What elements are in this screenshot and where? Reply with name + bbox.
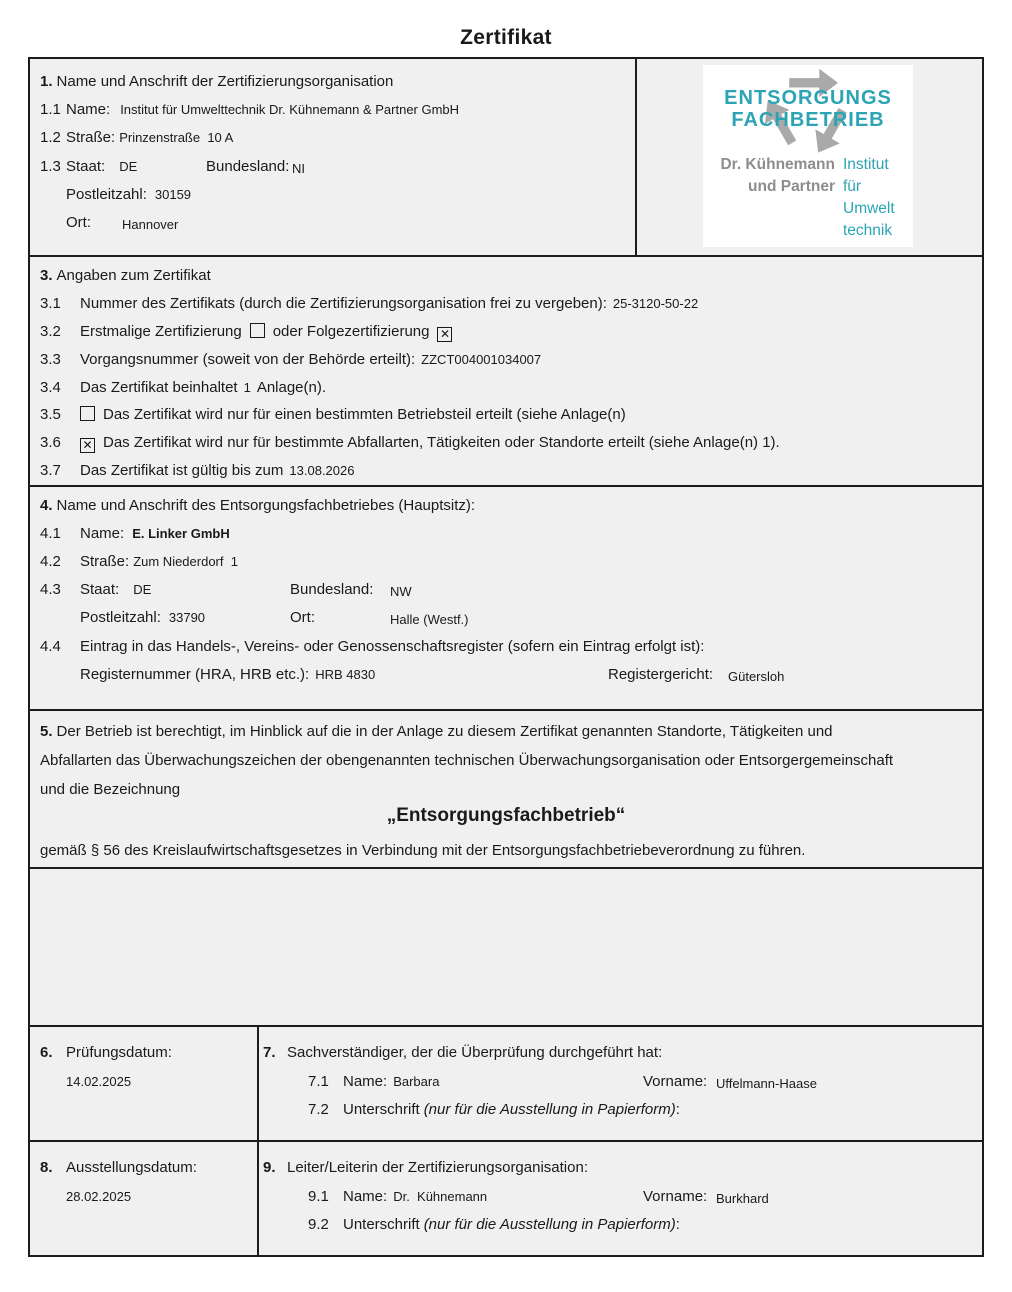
name-label: Name:: [66, 101, 111, 118]
certifier-state-value: DE: [119, 159, 138, 174]
logo-partner-line1: Dr. Kühnemann: [720, 156, 835, 173]
logo-institut-line2: für: [843, 178, 862, 195]
field-number: 1.3: [40, 158, 61, 175]
logo-institut-text: [843, 154, 895, 242]
register-number-value: HRB 4830: [315, 667, 376, 682]
section-3-certificate-details: [30, 255, 982, 485]
valid-until-label: Das Zertifikat ist gültig bis zum: [80, 462, 284, 479]
section-1-row: [30, 59, 982, 255]
register-court-label: Registergericht:: [608, 666, 714, 683]
certifier-plz-value: 30159: [154, 187, 192, 202]
section-7-number: 7.: [263, 1044, 276, 1061]
leader-name-value: Dr. Kühnemann: [393, 1189, 488, 1204]
logo-cell: [637, 59, 982, 255]
cert-number-value: 25-3120-50-22: [612, 296, 699, 311]
section-4-company: [30, 485, 982, 709]
plz-label: Postleitzahl:: [66, 186, 147, 203]
vorname-label: Vorname:: [643, 1073, 708, 1090]
attachments-label-a: Das Zertifikat beinhaltet: [80, 379, 238, 396]
register-number-label: Registernummer (HRA, HRB etc.):: [80, 666, 310, 683]
first-cert-checkbox: [250, 323, 265, 338]
signature-note: (nur für die Ausstellung in Papierform): [423, 1101, 676, 1118]
register-court-value: Gütersloh: [728, 669, 785, 684]
case-number-value: ZZCT004001034007: [421, 352, 542, 367]
certificate-table: [28, 57, 984, 1257]
expert-vorname-value: Uffelmann-Haase: [716, 1076, 817, 1091]
company-bundesland-value: NW: [390, 584, 412, 599]
entitlement-line-3: und die Bezeichnung: [40, 781, 181, 798]
attachments-label-b: Anlage(n).: [256, 379, 327, 396]
section-9-number: 9.: [263, 1159, 276, 1176]
field-number: 3.1: [40, 295, 61, 312]
signature-colon: :: [675, 1216, 680, 1233]
logo-institut-line3: Umwelt: [843, 200, 895, 217]
bundesland-label: Bundesland:: [206, 158, 290, 175]
entitlement-line-2: Abfallarten das Überwachungszeichen der obengenannten technischen Überwachungsorganisation oder Entsorgergemeinschaft: [40, 752, 894, 769]
signature-colon: :: [675, 1101, 680, 1118]
ort-label: Ort:: [290, 609, 315, 626]
valid-until-value: 13.08.2026: [289, 463, 355, 478]
logo-partner-line2: und Partner: [748, 178, 835, 195]
vorname-label: Vorname:: [643, 1188, 708, 1205]
section-9-leiter: [259, 1142, 982, 1255]
pruefungsdatum-value: 14.02.2025: [66, 1074, 132, 1089]
certifier-bundesland-value: NI: [292, 161, 305, 176]
section-4-heading: Name und Anschrift des Entsorgungsfachbetriebes (Hauptsitz):: [56, 497, 476, 514]
field-number: 1.1: [40, 101, 61, 118]
followup-cert-label: oder Folgezertifizierung: [272, 323, 430, 340]
leader-vorname-value: Burkhard: [716, 1191, 769, 1206]
pruefungsdatum-label: Prüfungsdatum:: [66, 1044, 172, 1061]
company-plz-value: 33790: [168, 610, 206, 625]
entitlement-line-1: Der Betrieb ist berechtigt, im Hinblick auf die in der Anlage zu diesem Zertifikat genannten Standorte, Tätigkeiten und: [56, 723, 833, 740]
case-number-label: Vorgangsnummer (soweit von der Behörde erteilt):: [80, 351, 416, 368]
field-number: 4.2: [40, 553, 61, 570]
field-number: 9.1: [308, 1188, 329, 1205]
company-ort-value: Halle (Westf.): [390, 612, 469, 627]
section-3-heading: Angaben zum Zertifikat: [56, 267, 211, 284]
company-street-value: Zum Niederdorf 1: [133, 554, 238, 569]
entsorgungsfachbetrieb-highlight: „Entsorgungsfachbetrieb“: [386, 805, 626, 826]
ort-label: Ort:: [66, 214, 91, 231]
field-number: 4.1: [40, 525, 61, 542]
field-number: 4.4: [40, 638, 61, 655]
ausstellungsdatum-value: 28.02.2025: [66, 1189, 132, 1204]
section-8-9-row: [30, 1140, 982, 1255]
section-7-heading: Sachverständiger, der die Überprüfung durchgeführt hat:: [287, 1044, 663, 1061]
entitlement-line-4: gemäß § 56 des Kreislaufwirtschaftsgesetzes in Verbindung mit der Entsorgungsfachbetriebeverordnung zu führen.: [40, 842, 806, 859]
section-1-certifier: [30, 59, 637, 255]
ausstellungsdatum-label: Ausstellungsdatum:: [66, 1159, 197, 1176]
field-number: 7.2: [308, 1101, 329, 1118]
name-label: Name:: [343, 1073, 388, 1090]
expert-name-value: Barbara: [393, 1074, 440, 1089]
field-number: 3.3: [40, 351, 61, 368]
page-title: Zertifikat: [460, 26, 552, 49]
section-6-7-row: [30, 1025, 982, 1140]
field-number: 1.2: [40, 129, 61, 146]
abfallarten-checkbox: ✕: [80, 438, 95, 453]
plz-label: Postleitzahl:: [80, 609, 161, 626]
field-number: 3.6: [40, 434, 61, 451]
register-heading: Eintrag in das Handels-, Vereins- oder Genossenschaftsregister (sofern ein Eintrag erfolgt ist):: [80, 638, 705, 655]
section-4-number: 4.: [40, 497, 53, 514]
followup-cert-checkbox: ✕: [437, 327, 452, 342]
field-number: 3.2: [40, 323, 61, 340]
section-5-number: 5.: [40, 723, 53, 740]
state-label: Staat:: [80, 581, 120, 598]
logo-institut-line1: Institut: [843, 156, 889, 173]
bundesland-label: Bundesland:: [290, 581, 374, 598]
section-7-sachverstaendiger: [259, 1027, 982, 1140]
section-8-number: 8.: [40, 1159, 53, 1176]
section-1-number: 1.: [40, 73, 53, 90]
state-label: Staat:: [66, 158, 106, 175]
street-label: Straße:: [66, 129, 116, 146]
company-state-value: DE: [133, 582, 152, 597]
empty-row: [30, 867, 982, 1025]
section-6-number: 6.: [40, 1044, 53, 1061]
field-number: 3.4: [40, 379, 61, 396]
attachments-count-value: 1: [243, 380, 251, 395]
logo-word-entsorgungs: ENTSORGUNGS: [724, 87, 892, 109]
certifier-name-value: Institut für Umwelttechnik Dr. Kühnemann & Partner GmbH: [120, 102, 460, 117]
betriebsteil-checkbox: [80, 406, 95, 421]
logo-partner-text: [703, 154, 835, 198]
cert-number-label: Nummer des Zertifikats (durch die Zertifizierungsorganisation frei zu vergeben):: [80, 295, 607, 312]
signature-note: (nur für die Ausstellung in Papierform): [423, 1216, 676, 1233]
field-number: 7.1: [308, 1073, 329, 1090]
field-number: 3.5: [40, 406, 61, 423]
field-number: 9.2: [308, 1216, 329, 1233]
section-6-pruefungsdatum: [30, 1027, 259, 1140]
section-3-number: 3.: [40, 267, 53, 284]
certifier-ort-value: Hannover: [122, 217, 179, 232]
first-cert-label: Erstmalige Zertifizierung: [80, 323, 242, 340]
section-9-heading: Leiter/Leiterin der Zertifizierungsorganisation:: [287, 1159, 588, 1176]
section-8-ausstellungsdatum: [30, 1142, 259, 1255]
name-label: Name:: [343, 1188, 388, 1205]
section-5-entitlement: [30, 709, 982, 867]
abfallarten-label: Das Zertifikat wird nur für bestimmte Abfallarten, Tätigkeiten oder Standorte erteilt (siehe Anlage(n) 1).: [103, 434, 780, 451]
logo-word-fachbetrieb: FACHBETRIEB: [731, 109, 885, 131]
section-1-heading: Name und Anschrift der Zertifizierungsorganisation: [56, 73, 394, 90]
certifier-street-value: Prinzenstraße 10 A: [119, 130, 234, 145]
logo-institut-line4: technik: [843, 222, 893, 239]
signature-label: Unterschrift: [343, 1216, 420, 1233]
name-label: Name:: [80, 525, 125, 542]
entsorgungsfachbetrieb-logo: [703, 65, 913, 247]
betriebsteil-label: Das Zertifikat wird nur für einen bestimmten Betriebsteil erteilt (siehe Anlage(n): [103, 406, 626, 423]
street-label: Straße:: [80, 553, 130, 570]
signature-label: Unterschrift: [343, 1101, 420, 1118]
field-number: 3.7: [40, 462, 61, 479]
field-number: 4.3: [40, 581, 61, 598]
company-name-value: E. Linker GmbH: [132, 526, 230, 541]
